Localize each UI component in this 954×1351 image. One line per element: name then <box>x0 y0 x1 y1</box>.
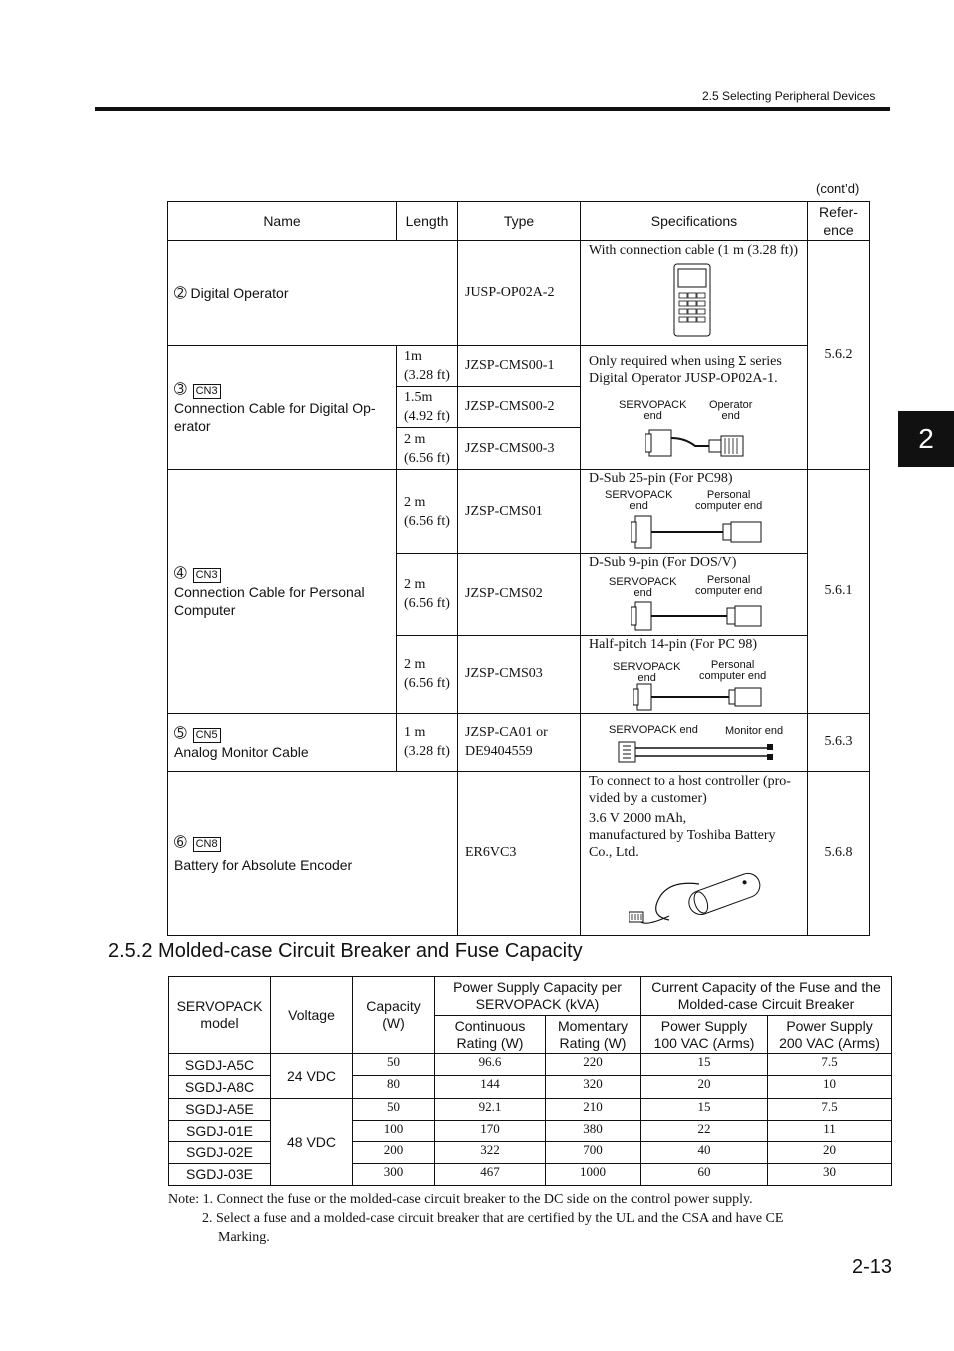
table-row <box>169 1054 892 1076</box>
table-row <box>168 713 870 771</box>
col-momentary: Momentary Rating (W) <box>546 1016 641 1054</box>
page-number: 2-13 <box>852 1256 893 1278</box>
col-current-capacity: Current Capacity of the Fuse and the Molded-case Circuit Breaker <box>641 977 892 1016</box>
type-cell: JZSP-CMS00-2 <box>458 387 581 428</box>
spec-digital-operator: With connection cable (1 m (3.28 ft)) <box>581 241 808 346</box>
reference-568: 5.6.8 <box>808 771 870 935</box>
col-model: SERVOPACK model <box>169 977 271 1054</box>
ps200-cell: 7.5 <box>768 1098 892 1120</box>
length-cell: 1m (3.28 ft) <box>397 346 458 387</box>
digital-operator-image <box>673 263 711 337</box>
connector-cn5-badge: CN5 <box>193 728 221 743</box>
capacity-cell: 80 <box>353 1076 435 1098</box>
momentary-cell: 320 <box>546 1076 641 1098</box>
reference-562: 5.6.2 <box>808 241 870 470</box>
battery-image <box>629 868 769 930</box>
table-header-row <box>168 202 870 241</box>
spec-cable-halfpitch: Half-pitch 14-pin (For PC 98) SERVOPACK end Personal computer end <box>581 635 808 713</box>
capacity-cell: 50 <box>353 1054 435 1076</box>
ps100-cell: 15 <box>641 1054 768 1076</box>
type-cell: JUSP-OP02A-2 <box>458 241 581 346</box>
label-servopack-end: SERVOPACK end <box>609 723 698 736</box>
type-cell: JZSP-CMS03 <box>458 635 581 713</box>
length-cell: 2 m (6.56 ft) <box>397 470 458 554</box>
capacity-cell: 200 <box>353 1141 435 1163</box>
ps100-cell: 15 <box>641 1098 768 1120</box>
type-cell: JZSP-CMS01 <box>458 470 581 554</box>
note-2: 2. Select a fuse and a molded-case circuit breaker that are certified by the UL and the CSA and have CE <box>202 1211 784 1226</box>
length-cell: 1.5m (4.92 ft) <box>397 387 458 428</box>
table-row <box>168 346 870 387</box>
label-monitor-end: Monitor end <box>725 724 784 737</box>
label-servopack-end: SERVOPACK end <box>619 399 687 423</box>
type-cell: JZSP-CMS00-1 <box>458 346 581 387</box>
ps200-cell: 20 <box>768 1141 892 1163</box>
capacity-cell: 100 <box>353 1120 435 1141</box>
breaker-fuse-table <box>168 976 892 1186</box>
type-cell: JZSP-CA01 or DE9404559 <box>458 713 581 771</box>
name-analog-monitor-cable: ➄ CN5 Analog Monitor Cable <box>168 713 397 771</box>
continuous-cell: 96.6 <box>435 1054 546 1076</box>
label-servopack-end: SERVOPACK end <box>605 489 673 513</box>
cable-drawing <box>631 514 771 550</box>
type-cell: JZSP-CMS02 <box>458 554 581 635</box>
reference-563: 5.6.3 <box>808 713 870 771</box>
header-rule <box>95 107 890 111</box>
type-cell: ER6VC3 <box>458 771 581 935</box>
col-continuous: Continuous Rating (W) <box>435 1016 546 1054</box>
continuous-cell: 322 <box>435 1141 546 1163</box>
spec-battery: To connect to a host controller (pro- vided by a customer) 3.6 V 2000 mAh, manufactured by Toshiba Battery Co., Ltd. <box>581 771 808 935</box>
section-title: 2.5.2 Molded-case Circuit Breaker and Fuse Capacity <box>108 940 583 962</box>
col-power-supply: Power Supply Capacity per SERVOPACK (kVA) <box>435 977 641 1016</box>
connector-cn3-badge: CN3 <box>193 384 221 399</box>
model-cell: SGDJ-01E <box>169 1120 271 1141</box>
table-row <box>169 1098 892 1120</box>
connector-cn8-badge: CN8 <box>193 837 221 852</box>
col-length: Length <box>397 202 458 241</box>
col-capacity: Capacity (W) <box>353 977 435 1054</box>
continuous-cell: 170 <box>435 1120 546 1141</box>
table-row <box>168 771 870 935</box>
ps200-cell: 10 <box>768 1076 892 1098</box>
ps200-cell: 11 <box>768 1120 892 1141</box>
col-ps100: Power Supply 100 VAC (Arms) <box>641 1016 768 1054</box>
continued-label: (cont’d) <box>816 181 860 196</box>
continuous-cell: 92.1 <box>435 1098 546 1120</box>
length-cell: 2 m (6.56 ft) <box>397 635 458 713</box>
spec-cable-dosv: D-Sub 9-pin (For DOS/V) SERVOPACK end Personal computer end <box>581 554 808 635</box>
name-cable-digital-operator: ➂ CN3 Connection Cable for Digital Op- erator <box>168 346 397 470</box>
ps100-cell: 22 <box>641 1120 768 1141</box>
spec-analog-monitor-cable <box>581 713 808 771</box>
type-cell: JZSP-CMS00-3 <box>458 428 581 470</box>
ps100-cell: 20 <box>641 1076 768 1098</box>
model-cell: SGDJ-02E <box>169 1141 271 1163</box>
model-cell: SGDJ-A5C <box>169 1054 271 1076</box>
label-operator-end: Operator end <box>709 399 753 423</box>
voltage-cell: 48 VDC <box>271 1098 353 1185</box>
continuous-cell: 467 <box>435 1163 546 1185</box>
name-digital-operator: ➁ Digital Operator <box>168 241 458 346</box>
model-cell: SGDJ-A5E <box>169 1098 271 1120</box>
col-specifications: Specifications <box>581 202 808 241</box>
chapter-tab: 2 <box>898 411 954 467</box>
capacity-cell: 300 <box>353 1163 435 1185</box>
label-computer-end: Personal computer end <box>699 658 767 682</box>
connector-cn3-badge: CN3 <box>193 568 221 583</box>
momentary-cell: 700 <box>546 1141 641 1163</box>
note-1: Note: 1. Connect the fuse or the molded-case circuit breaker to the DC side on the control power supply. <box>168 1192 753 1207</box>
table-row <box>168 470 870 554</box>
col-ps200: Power Supply 200 VAC (Arms) <box>768 1016 892 1054</box>
col-name: Name <box>168 202 397 241</box>
length-cell: 2 m (6.56 ft) <box>397 554 458 635</box>
ps200-cell: 7.5 <box>768 1054 892 1076</box>
col-reference: Refer- ence <box>808 202 870 241</box>
length-cell: 1 m (3.28 ft) <box>397 713 458 771</box>
reference-561: 5.6.1 <box>808 470 870 713</box>
spec-cable-digital-operator: Only required when using Σ series Digital Operator JUSP-OP02A-1. SERVOPACK end Operator end <box>581 346 808 470</box>
table-row <box>168 241 870 346</box>
cable-drawing <box>633 682 773 712</box>
length-cell: 2 m (6.56 ft) <box>397 428 458 470</box>
label-computer-end: Personal computer end <box>695 574 763 598</box>
momentary-cell: 210 <box>546 1098 641 1120</box>
monitor-cable-drawing <box>617 738 787 766</box>
note-2-continued: Marking. <box>218 1230 270 1245</box>
voltage-cell: 24 VDC <box>271 1054 353 1098</box>
momentary-cell: 220 <box>546 1054 641 1076</box>
name-battery: ➅ CN8 Battery for Absolute Encoder <box>168 771 458 935</box>
model-cell: SGDJ-03E <box>169 1163 271 1185</box>
cable-drawing <box>645 424 753 460</box>
running-header: 2.5 Selecting Peripheral Devices <box>702 89 876 103</box>
spec-cable-pc98: D-Sub 25-pin (For PC98) SERVOPACK end Personal computer end <box>581 470 808 554</box>
table-header-row <box>169 977 892 1016</box>
model-cell: SGDJ-A8C <box>169 1076 271 1098</box>
momentary-cell: 380 <box>546 1120 641 1141</box>
col-type: Type <box>458 202 581 241</box>
momentary-cell: 1000 <box>546 1163 641 1185</box>
label-servopack-end: SERVOPACK end <box>613 660 681 684</box>
label-servopack-end: SERVOPACK end <box>609 576 677 600</box>
name-cable-personal-computer: ➃ CN3 Connection Cable for Personal Computer <box>168 470 397 713</box>
capacity-cell: 50 <box>353 1098 435 1120</box>
cable-drawing <box>631 600 771 632</box>
label-computer-end: Personal computer end <box>695 489 763 513</box>
peripheral-devices-table <box>167 201 870 936</box>
col-voltage: Voltage <box>271 977 353 1054</box>
ps200-cell: 30 <box>768 1163 892 1185</box>
ps100-cell: 40 <box>641 1141 768 1163</box>
continuous-cell: 144 <box>435 1076 546 1098</box>
ps100-cell: 60 <box>641 1163 768 1185</box>
